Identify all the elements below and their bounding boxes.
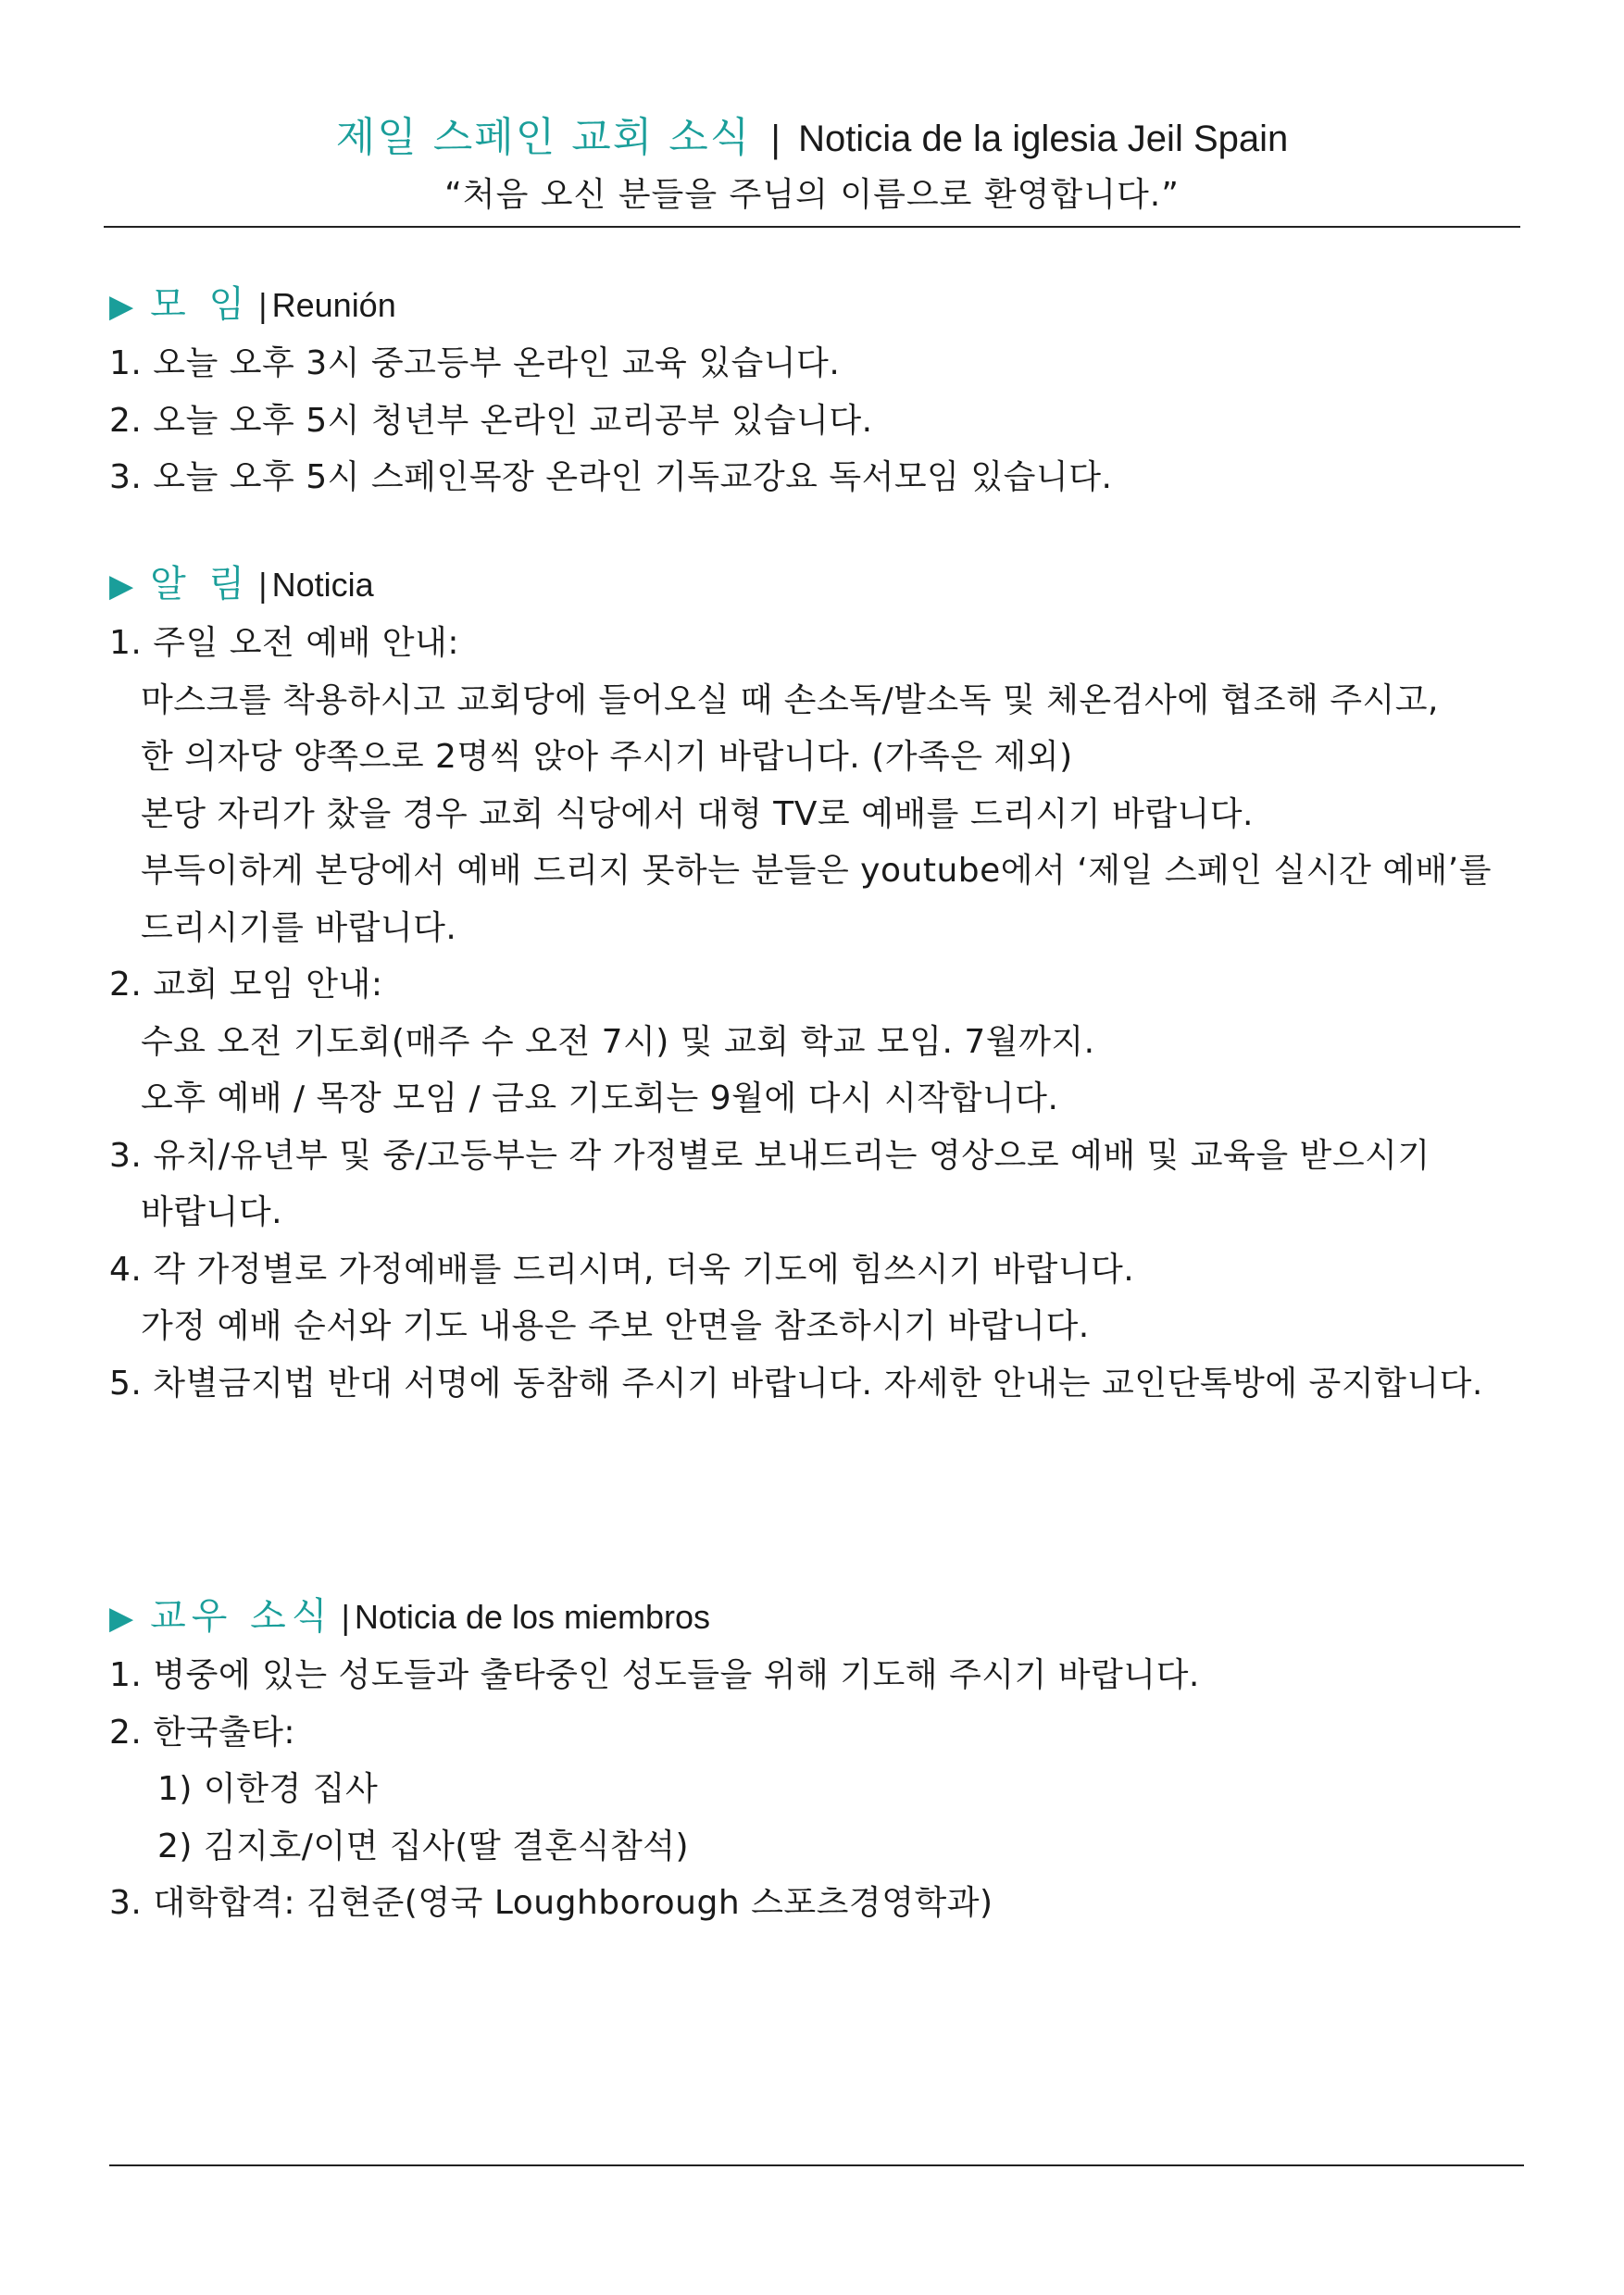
section-notice <box>109 555 1554 1412</box>
section-title-spanish: Reunión <box>271 286 396 324</box>
section-separator: | <box>257 288 269 325</box>
section-title-spanish: Noticia de los miembros <box>354 1598 711 1636</box>
header <box>0 109 1624 221</box>
list-item-detail: 마스크를 착용하시고 교회당에 들어오실 때 손소독/발소독 및 체온검사에 협조해 주시고, <box>141 680 1439 719</box>
list-item: 2. 오늘 오후 5시 청년부 온라인 교리공부 있습니다. <box>109 401 873 440</box>
section-separator: | <box>340 1600 351 1637</box>
list-item: 5. 차별금지법 반대 서명에 동참해 주시기 바랍니다. 자세한 안내는 교인단톡방에 공지합니다. <box>109 1364 1483 1403</box>
list-item: 3. 유치/유년부 및 중/고등부는 각 가정별로 보내드리는 영상으로 예배 및 교육을 받으시기 <box>109 1136 1430 1175</box>
title-korean: 제일 스페인 교회 소식 <box>335 114 752 161</box>
section-heading-notice <box>109 555 1554 615</box>
list-item-detail: 부득이하게 본당에서 예배 드리지 못하는 분들은 youtube에서 ‘제일 스페인 실시간 예배’를 <box>141 852 1493 890</box>
section-heading-meeting <box>109 276 1554 335</box>
list-item: 1. 병중에 있는 성도들과 출타중인 성도들을 위해 기도해 주시기 바랍니다. <box>109 1656 1200 1694</box>
list-item: 3. 대학합격: 김현준(영국 Loughborough 스포츠경영학과) <box>109 1884 993 1922</box>
section-title-korean: 모 임 <box>150 283 251 326</box>
list-item: 4. 각 가정별로 가정예배를 드리시며, 더욱 기도에 힘쓰시기 바랍니다. <box>109 1250 1135 1289</box>
list-item: 2. 한국출타: <box>109 1713 296 1752</box>
section-title-korean: 교우 소식 <box>150 1595 333 1638</box>
list-item: 1. 오늘 오후 3시 중고등부 온라인 교육 있습니다. <box>109 344 841 382</box>
title-spanish: Noticia de la iglesia Jeil Spain <box>798 118 1289 159</box>
list-item-detail: 수요 오전 기도회(매주 수 오전 7시) 및 교회 학교 모임. 7월까지. <box>141 1022 1095 1061</box>
welcome-subtitle: “처음 오신 분들을 주님의 이름으로 환영합니다.” <box>444 176 1180 214</box>
play-arrow-icon: ▶ <box>109 1600 134 1637</box>
section-members <box>109 1588 1554 1932</box>
section-meeting <box>109 276 1554 506</box>
list-item: 1. 주일 오전 예배 안내: <box>109 624 459 662</box>
section-title-spanish: Noticia <box>271 566 374 604</box>
bottom-divider <box>109 2164 1524 2166</box>
section-separator: | <box>257 568 269 605</box>
list-item-detail: 1) 이한경 집사 <box>157 1770 379 1808</box>
section-title-korean: 알 림 <box>150 563 251 605</box>
play-arrow-icon: ▶ <box>109 288 134 325</box>
page-title <box>0 109 1624 168</box>
list-item-detail: 바랍니다. <box>141 1193 283 1231</box>
list-item: 3. 오늘 오후 5시 스페인목장 온라인 기독교강요 독서모임 있습니다. <box>109 458 1113 496</box>
list-item-detail: 2) 김지호/이면 집사(딸 결혼식참석) <box>157 1827 690 1865</box>
list-item-detail: 오후 예배 / 목장 모임 / 금요 기도회는 9월에 다시 시작합니다. <box>141 1079 1059 1117</box>
top-divider <box>104 226 1520 228</box>
section-heading-members <box>109 1588 1554 1647</box>
list-item: 2. 교회 모임 안내: <box>109 966 383 1004</box>
title-separator: | <box>769 118 782 159</box>
list-item-detail: 본당 자리가 찼을 경우 교회 식당에서 대형 TV로 예배를 드리시기 바랍니다. <box>141 794 1254 833</box>
list-item-detail: 드리시기를 바랍니다. <box>141 908 457 947</box>
play-arrow-icon: ▶ <box>109 568 134 605</box>
list-item-detail: 한 의자당 양쪽으로 2명씩 앉아 주시기 바랍니다. (가족은 제외) <box>141 738 1073 776</box>
list-item-detail: 가정 예배 순서와 기도 내용은 주보 안면을 참조하시기 바랍니다. <box>141 1307 1090 1345</box>
